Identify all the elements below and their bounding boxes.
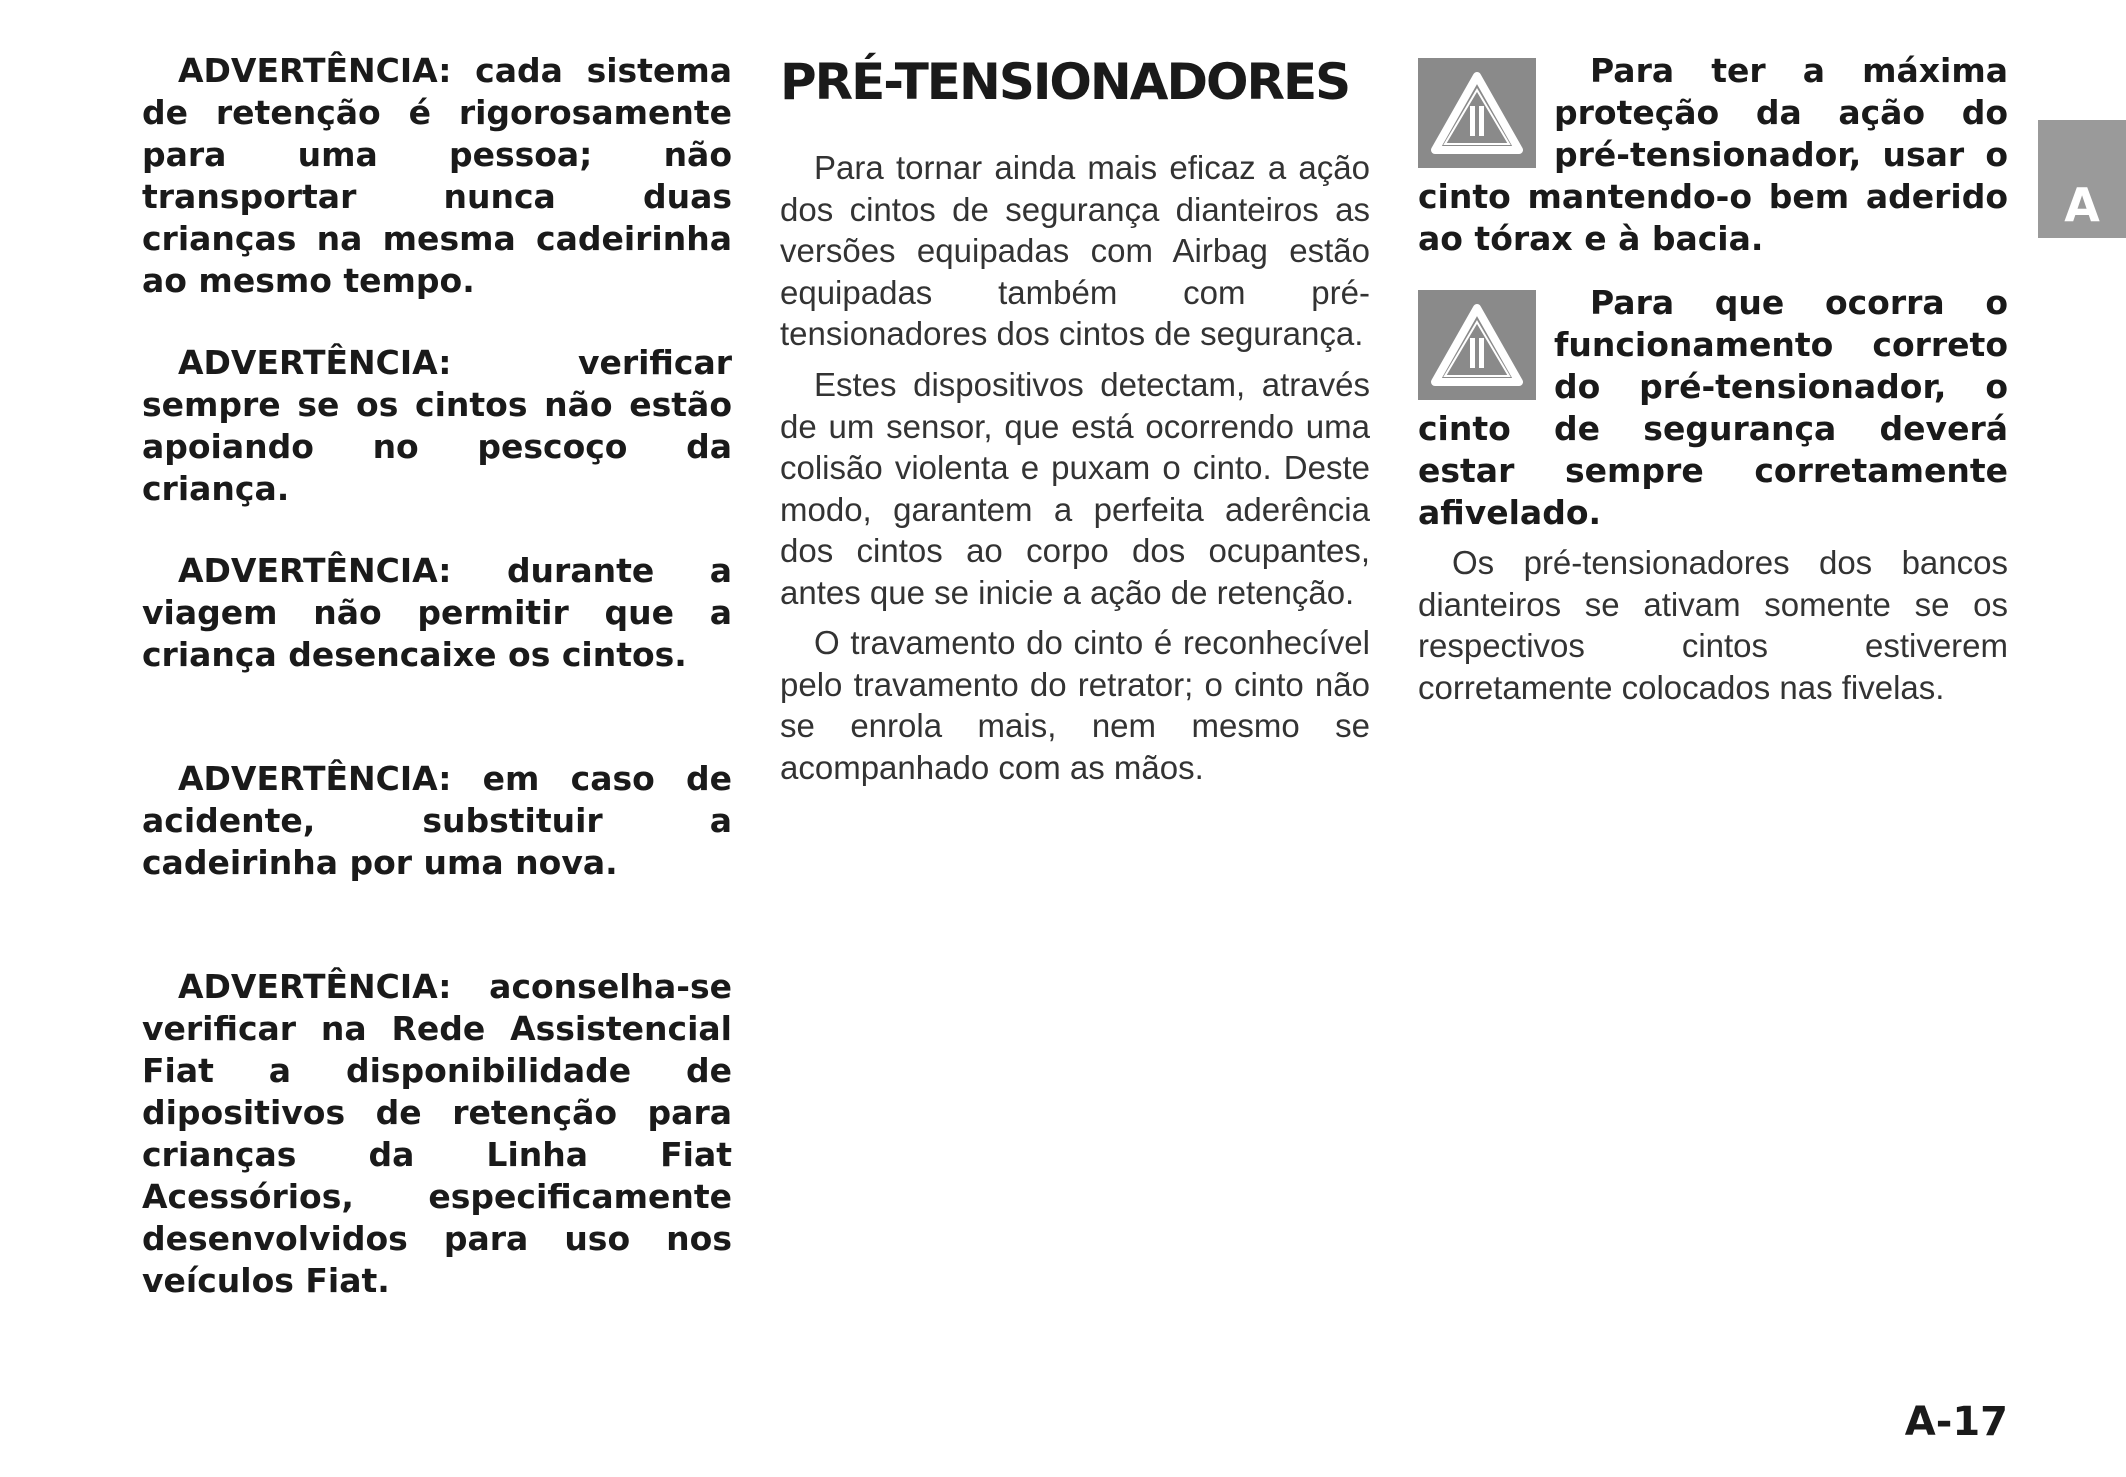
- body-paragraph: O travamento do cinto é reconhecível pelo travamento do retrator; o cinto não se enrola mais, nem mesmo se acompanhado com as mãos.: [780, 624, 1370, 786]
- body-paragraph: Os pré-tensionadores dos bancos dianteiros se ativam somente se os respectivos cintos estiverem corretamente colocados nas fivelas.: [1418, 544, 2008, 706]
- warning-text: ADVERTÊNCIA: durante a viagem não permitir que a criança desencaixe os cintos.: [142, 551, 732, 674]
- warning-text: Para ter a máxima proteção da ação do pré-tensionador, usar o cinto mantendo-o bem aderido ao tórax e à bacia.: [1418, 51, 2008, 258]
- page-number: A-17: [1904, 1399, 2008, 1445]
- warning-text: ADVERTÊNCIA: verificar sempre se os cintos não estão apoiando no pescoço da criança.: [142, 343, 732, 508]
- body-paragraph: Para tornar ainda mais eficaz a ação dos cintos de segurança dianteiros as versões equipadas com Airbag estão equipadas também com pré-tensionadores dos cintos de segurança.: [780, 149, 1370, 352]
- warning-text: Para que ocorra o funcionamento correto do pré-tensionador, o cinto de segurança deverá estar sempre corretamente afivelado.: [1418, 283, 2008, 532]
- warning-block: [1418, 282, 2008, 534]
- warning-block: [1418, 50, 2008, 260]
- body-paragraph: Estes dispositivos detectam, através de um sensor, que está ocorrendo uma colisão violenta e puxam o cinto. Deste modo, garantem a perfeita aderência dos cintos ao corpo dos ocupantes, antes que se inicie a ação de retenção.: [780, 366, 1370, 611]
- warning-triangle-icon: [1418, 58, 1536, 168]
- section-title: PRÉ-TENSIONADORES: [780, 53, 1350, 111]
- warning-text: ADVERTÊNCIA: aconselha-se verificar na Rede Assistencial Fiat a disponibilidade de dipositivos de retenção para crianças da Linha Fiat Acessórios, especificamente desenvolvidos para uso nos veículos Fiat.: [142, 967, 732, 1300]
- section-tab-label: A: [2064, 178, 2100, 232]
- section-tab: [2038, 120, 2126, 238]
- warning-triangle-icon: [1418, 290, 1536, 400]
- warning-text: ADVERTÊNCIA: em caso de acidente, substituir a cadeirinha por uma nova.: [142, 759, 732, 882]
- warning-text: ADVERTÊNCIA: cada sistema de retenção é rigorosamente para uma pessoa; não transportar nunca duas crianças na mesma cadeirinha ao mesmo tempo.: [142, 51, 732, 300]
